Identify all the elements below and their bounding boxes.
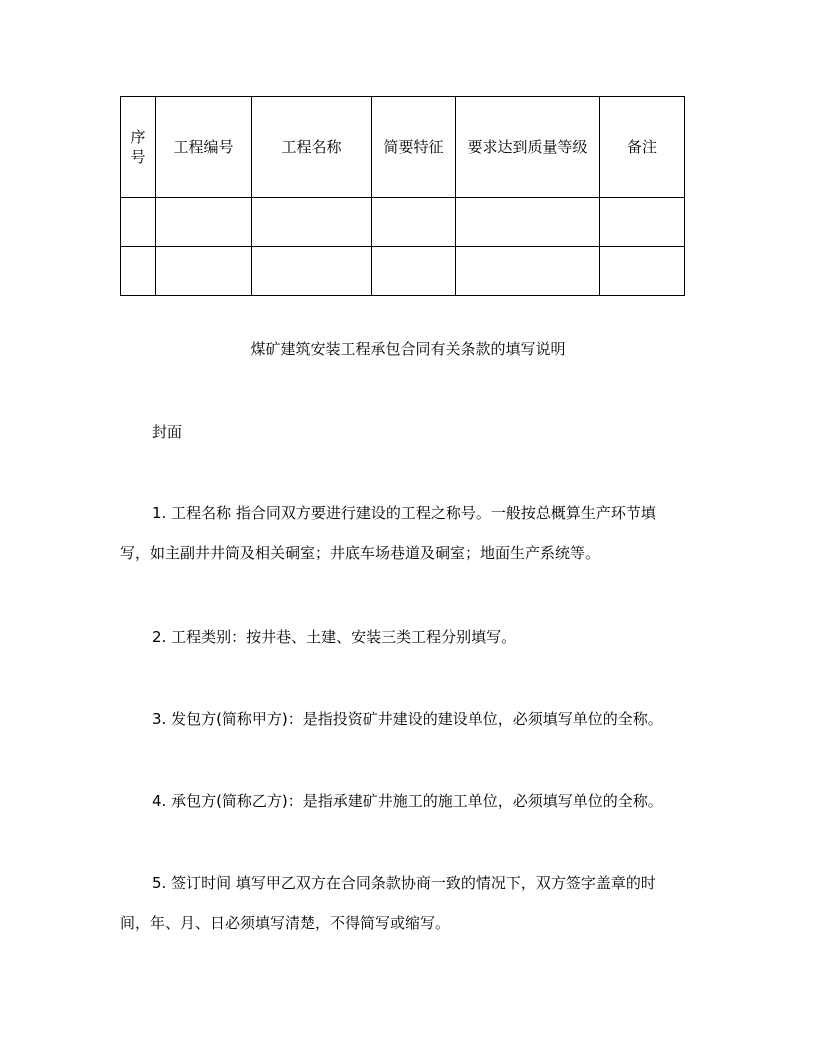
table-cell [600, 198, 685, 247]
header-label: 备注 [626, 138, 657, 156]
table-cell [456, 198, 600, 247]
section-heading-cover: 封面 [152, 423, 183, 441]
paragraph-line: 1. 工程名称 指合同双方要进行建设的工程之称号。一般按总概算生产环节填 [152, 504, 656, 522]
table-row [121, 247, 685, 296]
table-cell [121, 198, 156, 247]
table-cell [252, 247, 372, 296]
document-title: 煤矿建筑安装工程承包合同有关条款的填写说明 [250, 340, 566, 358]
header-cell-project-number [156, 97, 252, 198]
paragraph-line: 间，年、月、日必须填写清楚，不得简写或缩写。 [120, 914, 451, 932]
header-cell-remarks [600, 97, 685, 198]
table-cell [600, 247, 685, 296]
table-row [121, 198, 685, 247]
table-cell [372, 198, 456, 247]
table-cell [372, 247, 456, 296]
paragraph-line: 5. 签订时间 填写甲乙双方在合同条款协商一致的情况下，双方签字盖章的时 [152, 874, 656, 892]
table-cell [252, 198, 372, 247]
header-label: 序号 [130, 127, 146, 166]
header-cell-project-name [252, 97, 372, 198]
header-label: 工程编号 [173, 138, 234, 156]
header-label: 简要特征 [383, 138, 444, 156]
header-label: 工程名称 [281, 138, 342, 156]
paragraph-employer: 3. 发包方(简称甲方)：是指投资矿井建设的建设单位，必须填写单位的全称。 [152, 710, 663, 728]
paragraph-project-category: 2. 工程类别：按井巷、土建、安装三类工程分别填写。 [152, 628, 517, 646]
table-header-row [121, 97, 685, 198]
header-cell-serial [121, 97, 156, 198]
paragraph-signing-time [120, 863, 696, 943]
project-table [120, 96, 685, 296]
table-cell [121, 247, 156, 296]
table-cell [156, 247, 252, 296]
table-cell [156, 198, 252, 247]
paragraph-contractor: 4. 承包方(简称乙方)：是指承建矿井施工的施工单位，必须填写单位的全称。 [152, 792, 663, 810]
header-cell-brief-features [372, 97, 456, 198]
paragraph-project-name [120, 493, 696, 573]
header-cell-quality-grade [456, 97, 600, 198]
header-label: 要求达到质量等级 [467, 138, 588, 156]
table-cell [456, 247, 600, 296]
paragraph-line: 写，如主副井井筒及相关硐室；井底车场巷道及硐室；地面生产系统等。 [120, 544, 601, 562]
